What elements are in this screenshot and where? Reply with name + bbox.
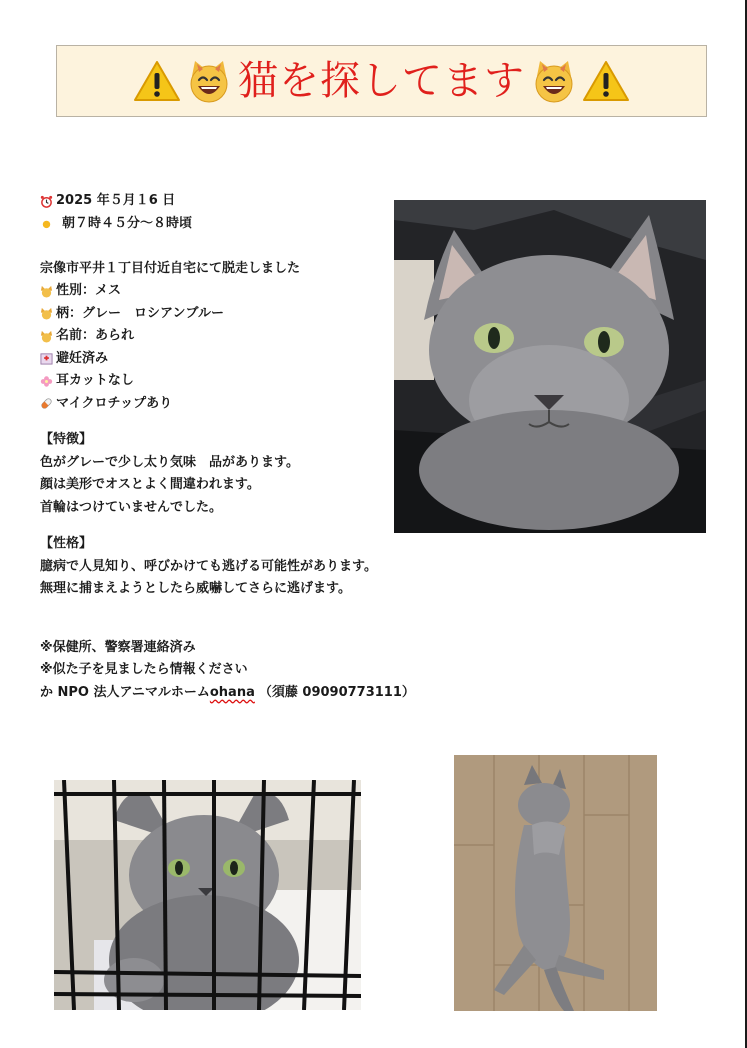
hospital-icon xyxy=(40,352,53,365)
feature-line: 顔は美形でオスとよく間違われます。 xyxy=(40,477,260,492)
sex-text: 性別：メス xyxy=(56,283,122,298)
personality-heading: 【性格】 xyxy=(40,536,93,551)
warning-icon xyxy=(132,59,182,103)
features-heading: 【特徴】 xyxy=(40,432,93,447)
pattern-text: 柄：グレー ロシアンブルー xyxy=(56,305,224,321)
pill-icon xyxy=(40,397,53,410)
cat-face-icon xyxy=(40,330,53,343)
cat-face-icon xyxy=(40,307,53,320)
cat-lying-on-floor-photo xyxy=(454,755,657,1011)
warning-icon xyxy=(581,59,631,103)
cat-in-cage-photo xyxy=(54,780,361,1010)
cat-face-icon xyxy=(186,58,232,104)
contact-phone: （須藤 09090773111） xyxy=(258,684,415,700)
location-text: 宗像市平井１丁目付近自宅にて脱走しました xyxy=(40,260,301,276)
note-line: ※保健所、警察署連絡済み xyxy=(40,639,196,655)
sun-icon xyxy=(40,217,53,230)
title-banner xyxy=(56,45,707,117)
alarm-clock-icon xyxy=(40,195,53,208)
personality-line: 臆病で人見知り、呼びかけても逃げる可能性があります。 xyxy=(40,558,377,574)
microchip-text: マイクロチップあり xyxy=(56,395,173,411)
cat-face-icon xyxy=(40,285,53,298)
personality-line: 無理に捕まえようとしたら威嚇してさらに逃げます。 xyxy=(40,581,351,596)
cat-face-icon xyxy=(531,58,577,104)
date-text: 2025 年５月１6 日 xyxy=(56,193,176,208)
contact-line xyxy=(40,682,460,705)
page-title: 猫を探してます xyxy=(238,58,525,104)
contact-prefix: か NPO 法人アニマルホーム xyxy=(40,684,210,700)
feature-line: 首輪はつけていませんでした。 xyxy=(40,499,223,515)
spayed-text: 避妊済み xyxy=(56,350,109,366)
name-text: 名前：あられ xyxy=(56,328,135,343)
ear-text: 耳カットなし xyxy=(56,373,134,388)
feature-line: 色がグレーで少し太り気味 品があります。 xyxy=(40,454,299,470)
flower-icon xyxy=(40,375,53,388)
time-text: 朝７時４５分〜８時頃 xyxy=(62,215,193,231)
note-line: ※似た子を見ましたら情報ください xyxy=(40,662,248,677)
contact-org: ohana xyxy=(209,684,255,700)
cat-closeup-photo xyxy=(394,200,706,533)
